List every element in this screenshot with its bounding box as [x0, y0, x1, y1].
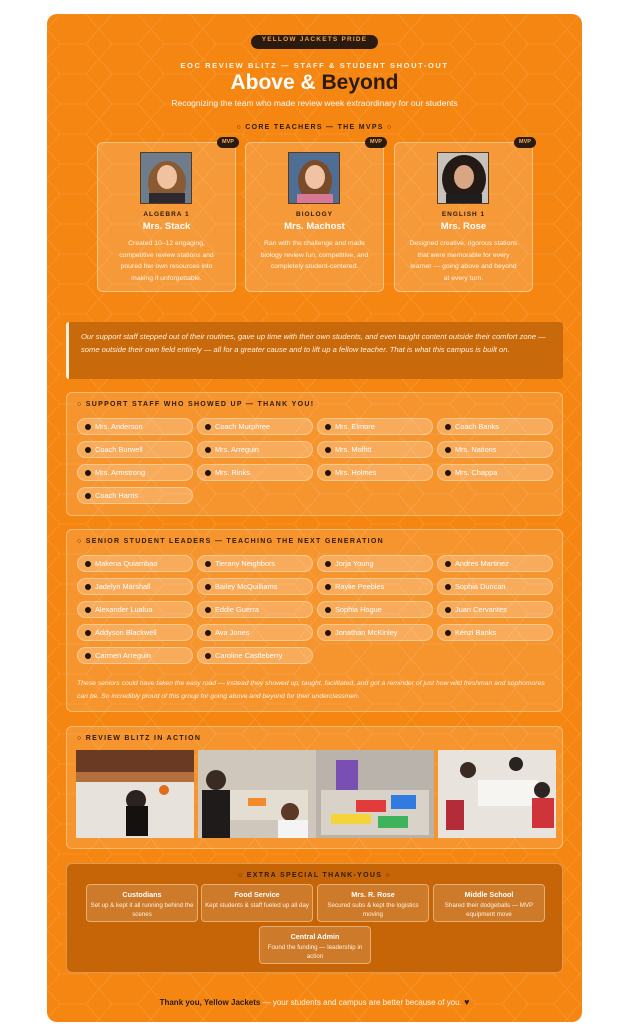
supplies-photo — [316, 750, 434, 838]
name-chip: Addyson Blackwell — [77, 624, 193, 641]
teacher-card — [394, 139, 533, 292]
mvp-badge: MVP — [365, 137, 387, 148]
name-chip: Mrs. Nations — [437, 441, 553, 458]
mvp-badge: MVP — [217, 137, 239, 148]
name-chip: Andres Martinez — [437, 555, 553, 572]
teacher-name: Mrs. Machost — [284, 221, 345, 232]
thank-you-card: Food Service Kept students & staff fueled up all day — [201, 884, 313, 922]
classroom-photo — [198, 750, 316, 838]
name-chip: Mrs. Rinks — [197, 464, 313, 481]
teacher-subject: ALGEBRA 1 — [143, 211, 190, 218]
name-chip: Mrs. Armstrong — [77, 464, 193, 481]
teacher-photo — [288, 152, 340, 204]
name-chip: Mrs. Chappa — [437, 464, 553, 481]
name-chip: Jadelyn Marshall — [77, 578, 193, 595]
heart-icon: ♥ — [464, 997, 470, 1007]
name-chip: Mrs. Arreguin — [197, 441, 313, 458]
thank-you-card: Custodians Set up & kept it all running behind the scenes — [86, 884, 198, 922]
teacher-description: Created 10–12 engaging, competitive review stations and poured her own resources into making it unforgettable. — [119, 240, 214, 282]
thank-you-card: Middle School Shared their dodgeballs — MVP equipment move — [433, 884, 545, 922]
page-title: Above & Beyond — [230, 71, 399, 94]
thank-you-card: Mrs. R. Rose Secured subs & kept the logistics moving — [317, 884, 429, 922]
name-chip: Ava Jones — [197, 624, 313, 641]
name-chip: Raylie Peebles — [317, 578, 433, 595]
name-chip: Sophia Duncan — [437, 578, 553, 595]
name-chip: Coach Murphree — [197, 418, 313, 435]
students-table-photo — [438, 750, 556, 838]
name-chip: Juan Cervantes — [437, 601, 553, 618]
name-chip: Jonathan McKinley — [317, 624, 433, 641]
review-action-heading: ○ REVIEW BLITZ IN ACTION — [77, 735, 202, 742]
footer: Thank you, Yellow Jackets — your students and campus are better because of you. ♥ — [159, 997, 470, 1007]
name-chip: Alexander Lualua — [77, 601, 193, 618]
thank-yous-heading: ○ EXTRA SPECIAL THANK-YOUS ○ — [238, 872, 391, 879]
name-chip: Bailey McQuilliams — [197, 578, 313, 595]
poster — [47, 14, 582, 1022]
teacher-cards — [97, 139, 533, 292]
name-chip: Mrs. Elmore — [317, 418, 433, 435]
review-action-panel — [66, 726, 563, 849]
teacher-card — [245, 139, 384, 292]
name-chip: Makena Quiambao — [77, 555, 193, 572]
name-chip: Carmen Arreguin — [77, 647, 193, 664]
support-staff-panel — [66, 392, 563, 516]
name-chip: Sophia Hogue — [317, 601, 433, 618]
teacher-subject: ENGLISH 1 — [441, 211, 486, 218]
name-chip: Eddie Guerra — [197, 601, 313, 618]
name-chip: Caroline Castleberry — [197, 647, 313, 664]
support-staff-heading: ○ SUPPORT STAFF WHO SHOWED UP — THANK YOU! — [77, 401, 315, 408]
teacher-photo — [140, 152, 192, 204]
teacher-name: Mrs. Rose — [440, 221, 487, 232]
support-quote: Our support staff stepped out of their routines, gave up time with their own students, and even taught content outside their comfort zone — some outside their own field entirely — all for a greater cause and to lift up a fellow teacher. That is what this campus is built on. — [66, 322, 563, 379]
senior-leaders-panel — [66, 529, 563, 712]
name-chip: Kenzi Banks — [437, 624, 553, 641]
name-chip: Mrs. Moffitt — [317, 441, 433, 458]
name-chip: Coach Banks — [437, 418, 553, 435]
name-chip: Mrs. Anderson — [77, 418, 193, 435]
thank-you-card: Central Admin Found the funding — leadership in action — [259, 926, 371, 964]
name-chip: Jorja Young — [317, 555, 433, 572]
teacher-photo — [437, 152, 489, 204]
teacher-card — [97, 139, 236, 292]
photo-strip — [76, 750, 556, 838]
mvp-badge: MVP — [514, 137, 536, 148]
senior-leaders-heading: ○ SENIOR STUDENT LEADERS — TEACHING THE NEXT GENERATION — [77, 538, 385, 545]
teacher-description: Ran with the challenge and made biology review fun, competitive, and completely student-centered. — [260, 240, 369, 270]
teacher-description: Designed creative, rigorous stations that were memorable for every learner — going above and beyond at every turn. — [409, 240, 518, 282]
gym-photo — [76, 750, 194, 838]
thank-yous-panel — [66, 863, 563, 973]
name-chip: Tierany Neighbors — [197, 555, 313, 572]
teacher-subject: BIOLOGY — [296, 211, 333, 218]
seniors-note: These seniors could have taken the easy road — instead they showed up, taught, facilitated, and got a reminder of just how wild freshman and sophomores can be. So incredibly proud of this group for going above and beyond for their underclassmen. — [77, 680, 545, 700]
name-chip: Coach Harris — [77, 487, 193, 504]
core-teachers-heading: ○ CORE TEACHERS — THE MVPS ○ — [236, 124, 393, 131]
pride-banner: YELLOW JACKETS PRIDE — [251, 35, 378, 49]
name-chip: Mrs. Holmes — [317, 464, 433, 481]
name-chip: Coach Burwell — [77, 441, 193, 458]
teacher-name: Mrs. Stack — [142, 221, 191, 232]
kicker-text: EOC REVIEW BLITZ — STAFF & STUDENT SHOUT-OUT — [180, 61, 449, 70]
page-subtitle: Recognizing the team who made review week extraordinary for our students — [171, 98, 458, 108]
